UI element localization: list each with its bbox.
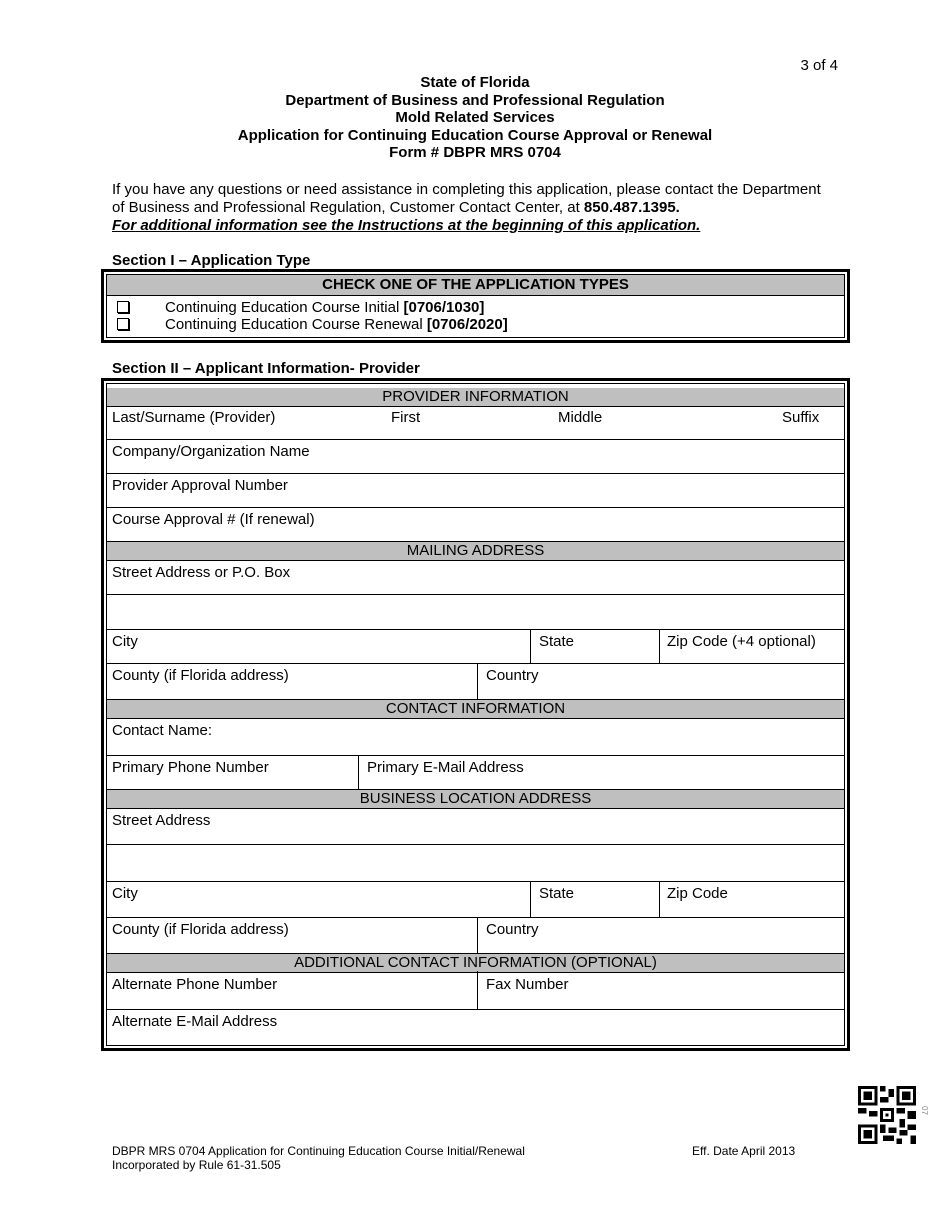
- mailing-county-label: County (if Florida address): [112, 667, 289, 684]
- checkbox-initial[interactable]: [117, 301, 129, 313]
- provider-middle-name-label: Middle: [558, 409, 603, 426]
- business-city-label: City: [112, 885, 138, 902]
- primary-phone-label: Primary Phone Number: [112, 759, 269, 776]
- business-location-header: BUSINESS LOCATION ADDRESS: [107, 789, 844, 809]
- business-zip-label: Zip Code: [667, 885, 728, 902]
- mailing-address-header: MAILING ADDRESS: [107, 541, 844, 561]
- mailing-state-label: State: [539, 633, 575, 650]
- provider-info-header: PROVIDER INFORMATION: [107, 388, 844, 407]
- header-department: Department of Business and Professional Regulation: [285, 91, 665, 109]
- business-country-label: Country: [486, 921, 539, 938]
- contact-info-header: CONTACT INFORMATION: [107, 699, 844, 719]
- alternate-email-label: Alternate E-Mail Address: [112, 1013, 278, 1030]
- provider-approval-label: Provider Approval Number: [112, 477, 288, 494]
- header-state: State of Florida: [420, 74, 530, 91]
- application-type-header: CHECK ONE OF THE APPLICATION TYPES: [107, 275, 844, 296]
- business-state-label: State: [539, 885, 575, 902]
- business-county-label: County (if Florida address): [112, 921, 289, 938]
- option-initial-label: Continuing Education Course Initial: [165, 299, 404, 316]
- option-renewal-label: Continuing Education Course Renewal: [165, 316, 427, 333]
- intro-text: If you have any questions or need assistance in completing this application, please contact the Department of Business and Professional Regulation, Customer Contact Center, at: [112, 181, 821, 216]
- provider-first-name-label: First: [391, 409, 421, 426]
- fax-number-label: Fax Number: [486, 976, 569, 993]
- intro-paragraph: [112, 181, 832, 235]
- additional-info-note: For additional information see the Instructions at the beginning of this application.: [112, 217, 701, 234]
- business-street-label: Street Address: [112, 812, 211, 829]
- additional-contact-header: ADDITIONAL CONTACT INFORMATION (OPTIONAL): [107, 953, 844, 973]
- form-header: [0, 74, 950, 162]
- contact-name-label: Contact Name:: [112, 722, 213, 739]
- checkbox-renewal[interactable]: [117, 318, 129, 330]
- qr-code: [858, 1086, 916, 1144]
- mailing-city-label: City: [112, 633, 138, 650]
- header-division: Mold Related Services: [395, 109, 555, 126]
- applicant-info-table: [101, 378, 850, 1051]
- section1-title: Section I – Application Type: [112, 252, 311, 269]
- qr-side-text: 07: [919, 1106, 929, 1115]
- application-type-table: [101, 269, 850, 343]
- mailing-zip-label: Zip Code (+4 optional): [667, 633, 816, 650]
- mailing-country-label: Country: [486, 667, 539, 684]
- provider-last-name-label: Last/Surname (Provider): [112, 409, 276, 426]
- footer: [112, 1144, 525, 1172]
- footer-form-title: DBPR MRS 0704 Application for Continuing Education Course Initial/Renewal: [112, 1144, 525, 1158]
- page-number: 3 of 4: [800, 57, 838, 74]
- section2-title: Section II – Applicant Information- Provider: [112, 360, 420, 377]
- company-name-label: Company/Organization Name: [112, 443, 310, 460]
- course-approval-label: Course Approval # (If renewal): [112, 511, 315, 528]
- option-renewal-code: [0706/2020]: [426, 316, 508, 333]
- effective-date: Eff. Date April 2013: [692, 1144, 796, 1158]
- mailing-street-label: Street Address or P.O. Box: [112, 564, 291, 581]
- alternate-phone-label: Alternate Phone Number: [112, 976, 278, 993]
- contact-phone: 850.487.1395.: [583, 199, 680, 216]
- option-initial-code: [0706/1030]: [403, 299, 485, 316]
- footer-rule: Incorporated by Rule 61-31.505: [112, 1158, 281, 1172]
- header-title: Application for Continuing Education Course Approval or Renewal: [237, 126, 713, 144]
- header-form-number: Form # DBPR MRS 0704: [389, 144, 561, 161]
- provider-suffix-label: Suffix: [782, 409, 820, 426]
- option-initial[interactable]: [117, 299, 484, 316]
- primary-email-label: Primary E-Mail Address: [367, 759, 524, 776]
- option-renewal[interactable]: [117, 316, 508, 333]
